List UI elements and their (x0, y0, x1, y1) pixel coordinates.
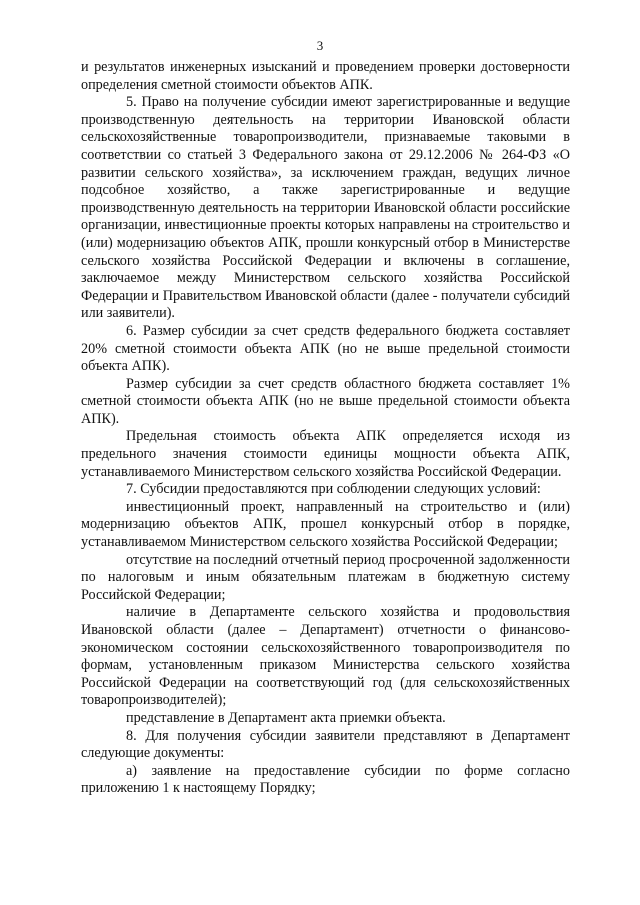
condition-no-debt: отсутствие на последний отчетный период просроченной задолженности по налоговым и иным обязательным платежам в бюджетную систему Российской Федерации; (81, 551, 570, 603)
document-body (81, 59, 570, 798)
condition-financial-reports: наличие в Департаменте сельского хозяйства и продовольствия Ивановской области (далее – Департамент) отчетности о финансово-экономическом состоянии сельскохозяйственного товаропроизводителя по формам, установленным приказом Министерства сельского хозяйства Российской Федерации на соответствующий год (для сельскохозяйственных товаропроизводителей); (81, 604, 570, 709)
condition-investment-project: инвестиционный проект, направленный на строительство и (или) модернизацию объектов АПК, прошел конкурсный отбор в порядке, устанавливаемом Министерством сельского хозяйства Российской Федерации; (81, 498, 570, 551)
condition-acceptance-act: представление в Департамент акта приемки объекта. (126, 709, 446, 726)
page-number: 3 (316, 38, 324, 53)
paragraph-regional-subsidy: Размер субсидии за счет средств областного бюджета составляет 1% сметной стоимости объекта АПК (но не выше предельной стоимости объекта АПК). (81, 375, 570, 427)
paragraph-item-6: 6. Размер субсидии за счет средств федерального бюджета составляет 20% сметной стоимости объекта АПК (но не выше предельной стоимости объекта АПК). (81, 322, 570, 375)
paragraph-item-5: 5. Право на получение субсидии имеют зарегистрированные и ведущие производственную деятельность на территории Ивановской области сельскохозяйственные товаропроизводители, признаваемые таковыми в соответствии со статьей 3 Федерального закона от 29.12.2006 № 264-ФЗ «О развитии сельского хозяйства», за исключением граждан, ведущих личное подсобное хозяйство, а также зарегистрированные и ведущие производственную деятельность на территории Ивановской области российские организации, инвестиционные проекты которых направлены на строительство и (или) модернизацию объектов АПК, прошли конкурсный отбор в Министерстве сельского хозяйства Российской Федерации и включены в соглашение, заключаемое между Министерством сельского хозяйства Российской Федерации и Правительством Ивановской области (далее - получатели субсидий или заявители). (81, 94, 570, 322)
paragraph-item-8: 8. Для получения субсидии заявители представляют в Департамент следующие документы: (81, 727, 570, 762)
paragraph-max-cost: Предельная стоимость объекта АПК определяется исходя из предельного значения стоимости единицы мощности объекта АПК, устанавливаемого Министерством сельского хозяйства Российской Федерации. (81, 428, 570, 480)
document-list-item-a: а) заявление на предоставление субсидии по форме согласно приложению 1 к настоящему Порядку; (81, 762, 570, 797)
paragraph-continuation: и результатов инженерных изысканий и проведением проверки достоверности определения сметной стоимости объектов АПК. (81, 59, 570, 93)
paragraph-item-7: 7. Субсидии предоставляются при соблюдении следующих условий: (126, 481, 541, 498)
